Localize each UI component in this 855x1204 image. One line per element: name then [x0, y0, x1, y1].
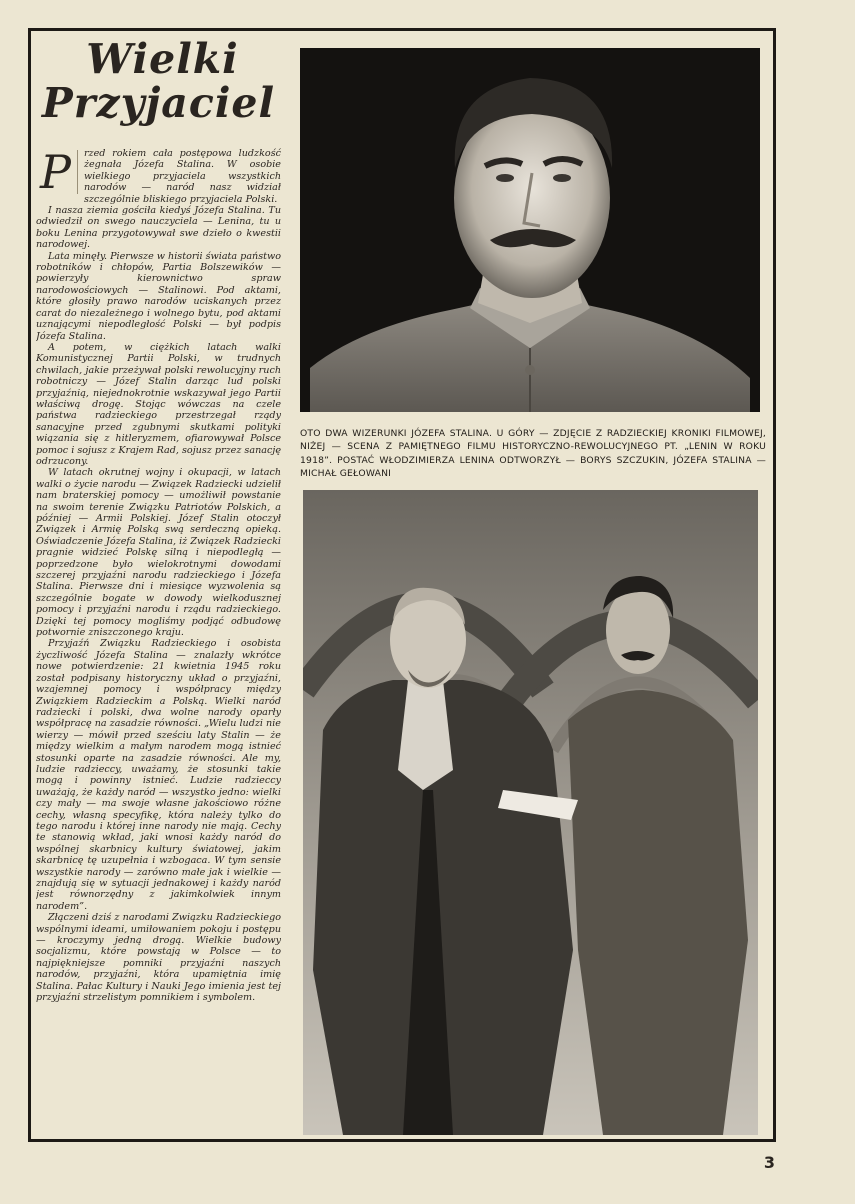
- title-line-2: Przyjaciel: [41, 79, 276, 127]
- article-column: [36, 36, 281, 1140]
- article-paragraph: Przyjaźń Związku Radzieckiego i osobista życzliwość Józefa Stalina — znalazły wkrótce nowe potwierdzenie: 21 kwietnia 1945 roku został podpisany historyczny układ o przyjaźni, wzajemnej pomocy i współpracy między Związkiem Radzieckim a Polską. Wielki naród radziecki i polski, dwa wolne narody oparły współpracę na zasadzie równości. „Wielu ludzi nie wierzy — mówił przed sześciu laty Stalin — że między wielkim a małym narodem mogą istnieć stosunki oparte na zasadzie równości. Ale my, ludzie radzieccy, uważamy, że stosunki takie mogą i powinny istnieć. Ludzie radzieccy uważają, że każdy naród — wszystko jedno: wielki czy mały — ma swoje własne jakościowo różne cechy, własną specyfikę, która należy tylko do tego narodu i której inne narody nie mają. Cechy te stanowią wkład, jaki wnosi każdy naród do wspólnej skarbnicy kultury światowej, jakim skarbnicę tę uzupełnia i wzbogaca. W tym sensie wszystkie narody — zarówno małe jak i wielkie — znajdują się w sytuacji jednakowej i każdy naród jest równorzędny z jakimkolwiek innym narodem”.: [36, 638, 281, 912]
- article-paragraph: Lata minęły. Pierwsze w historii świata państwo robotników i chłopów, Partia Bolszewików — powierzyły kierownictwo spraw narodowościowych — Stalinowi. Pod aktami, które głosiły prawo narodów uciskanych przez carat do niezależnego i wolnego bytu, pod aktami uznającymi niepodległość Polski — był podpis Józefa Stalina.: [36, 250, 281, 342]
- page-number: 3: [763, 1153, 775, 1172]
- article-title: [36, 36, 281, 126]
- film-scene-photo: [303, 490, 758, 1135]
- article-paragraph: Złączeni dziś z narodami Związku Radzieckiego wspólnymi ideami, umiłowaniem pokoju i postępu — kroczymy jedną drogą. Wielkie budowy socjalizmu, które powstają w Polsce — to najpiękniejsze pomniki przyjaźni naszych narodów, przyjaźni, która upamiętnia imię Stalina. Pałac Kultury i Nauki Jego imienia jest tej przyjaźni strzelistym pomnikiem i symbolem.: [36, 912, 281, 1004]
- title-line-1: Wielki: [86, 36, 239, 83]
- article-paragraph: I nasza ziemia gościła kiedyś Józefa Stalina. Tu odwiedził on swego nauczyciela — Lenina, tu u boku Lenina przygotowywał swe dzieło o kwestii narodowej.: [36, 205, 281, 251]
- article-paragraph: A potem, w ciężkich latach walki Komunistycznej Partii Polski, w trudnych chwilach, jakie przeżywał polski rewolucyjny ruch robotniczy — Józef Stalin darząc lud polski przyjaźnią, niejednokrotnie wskazywał jego Partii właściwą drogę. Stojąc wówczas na czele państwa radzieckiego przestrzegał rządy sanacyjne przed zgubnymi skutkami polityki wiązania się z hitleryzmem, ofiarowywał Polsce pomoc i sojusz z Krajem Rad, sojusz przez sanację odrzucony.: [36, 341, 281, 467]
- film-scene-illustration: [303, 490, 758, 1135]
- drop-cap: P: [36, 150, 78, 194]
- article-paragraph: P rzed rokiem cała postępowa ludzkość żegnała Józefa Stalina. W osobie wielkiego przyjaciela wszystkich narodów — naród nasz widział szczególnie bliskiego przyjaciela Polski.: [36, 148, 281, 205]
- portrait-illustration: [300, 48, 760, 412]
- photo-caption: OTO DWA WIZERUNKI JÓZEFA STALINA. U GÓRY — ZDJĘCIE Z RADZIECKIEJ KRONIKI FILMOWEJ, NIŻEJ — SCENA Z PAMIĘTNEGO FILMU HISTORYCZNO-REWOLUCYJNEGO PT. „LENIN W ROKU 1918”. POSTAĆ WŁODZIMIERZA LENINA ODTWORZYŁ — BORYS SZCZUKIN, JÓZEFA STALINA — MICHAŁ GEŁOWANI: [300, 428, 766, 480]
- article-paragraph: W latach okrutnej wojny i okupacji, w latach walki o życie narodu — Związek Radziecki udzielił nam braterskiej pomocy — umożliwił powstanie na swoim terenie Związku Patriotów Polskich, a później — Armii Polskiej. Józef Stalin otoczył Związek i Armię Polską swą serdeczną opieką. Oświadczenie Józefa Stalina, iż Związek Radziecki pragnie widzieć Polskę silną i niepodległą — poprzedzone było wielokrotnymi dowodami szczerej przyjaźni narodu radzieckiego i Józefa Stalina. Pierwsze dni i miesiące wyzwolenia są szczególnie bogate w dowody wielkodusznej pomocy i przyjaźni narodu i rządu radzieckiego. Dzięki tej pomocy mogliśmy podjąć odbudowę potwornie zniszczonego kraju.: [36, 467, 281, 639]
- portrait-photo: [300, 48, 760, 412]
- article-body: [36, 145, 281, 1004]
